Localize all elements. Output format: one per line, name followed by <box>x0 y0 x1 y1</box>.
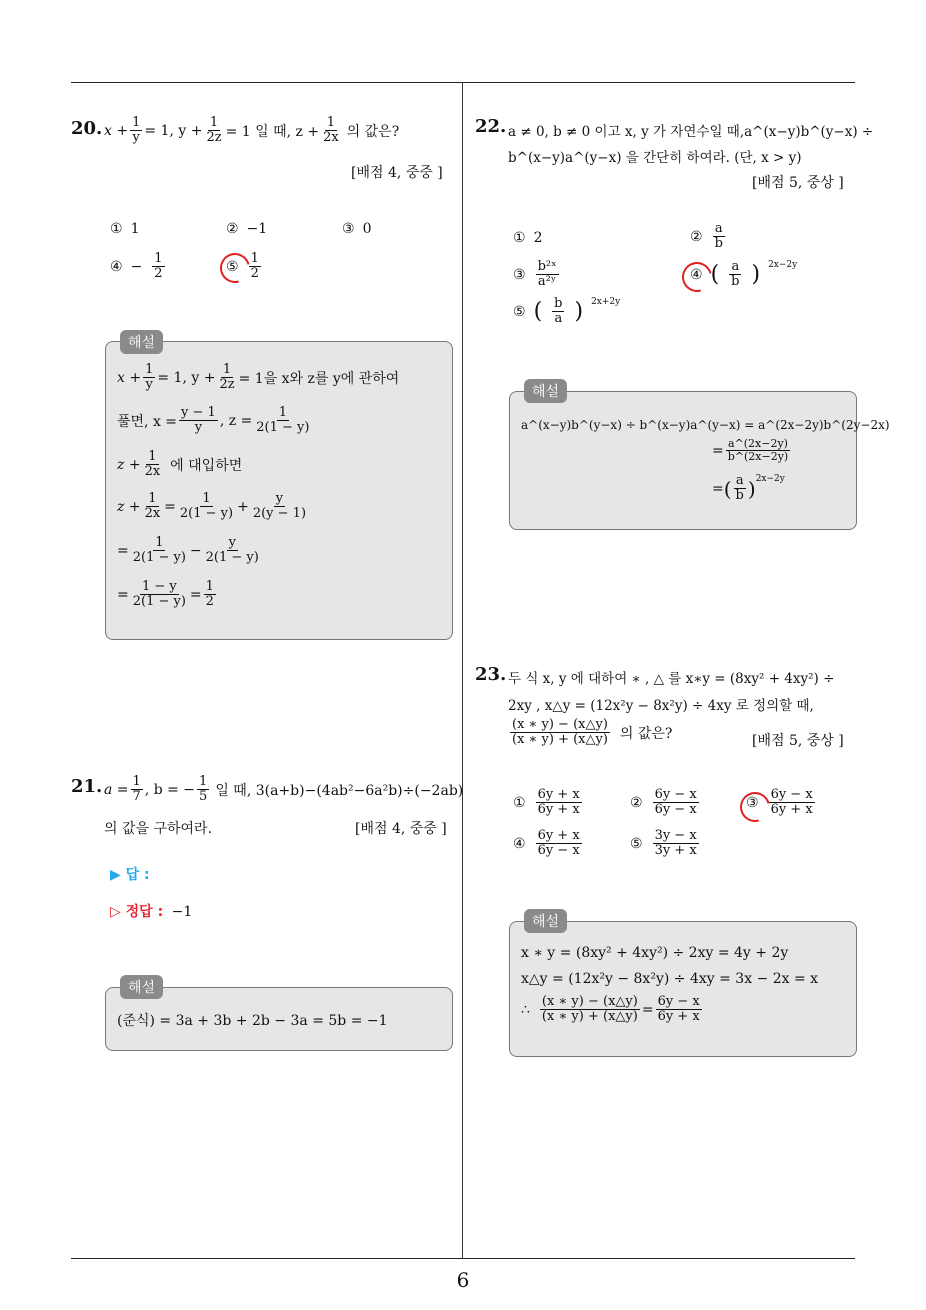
question-number-23: 23. <box>475 664 507 685</box>
q22-solution-tag: 해설 <box>524 379 567 403</box>
q23-meta: [배점 5, 중상 ] <box>752 733 844 749</box>
q23-solution-box <box>509 921 857 1057</box>
q20-frac-3: $\frac{1}{2x}$ <box>323 115 339 146</box>
q23-option-4[interactable]: ④ $\frac{6y + x}{6y - x}$ <box>513 828 580 859</box>
q22-option-1[interactable]: ① 2 <box>513 230 543 246</box>
q20-sol-line-5: = $\frac{1}{2(1 - y)}$ − $\frac{y}{2(1 - y)}$ <box>117 535 259 566</box>
q23-sol-line-1: x ∗ y = (8xy² + 4xy²) ÷ 2xy = 4y + 2y <box>521 945 789 961</box>
q22-option-2[interactable]: ② $\frac{a}{b}$ <box>690 221 723 252</box>
page-number: 6 <box>456 1268 470 1292</box>
q21-stem-2: 의 값을 구하여라. <box>104 821 213 837</box>
q22-solution-box <box>509 391 857 530</box>
q21-stem: a = $\frac{1}{7}$ , b = − $\frac{1}{5}$ 일 때, 3(a+b)−(4ab²−6a²b)÷(−2ab) <box>104 774 464 805</box>
q20-stem-part: = 1 일 때, z + <box>225 123 320 140</box>
column-divider <box>462 83 463 1259</box>
q20-solution-tag: 해설 <box>120 330 163 354</box>
top-rule <box>71 82 855 83</box>
q20-frac-1: $\frac{1}{y}$ <box>132 115 141 146</box>
q21-correct-value: −1 <box>171 904 193 920</box>
q21-sol-line: (준식) = 3a + 3b + 2b − 3a = 5b = −1 <box>117 1013 388 1029</box>
q20-option-1[interactable]: ① 1 <box>110 221 140 237</box>
q23-solution-tag: 해설 <box>524 909 567 933</box>
q22-option-3[interactable]: ③ $\frac{\text{b²ˣ}}{\text{a²ʸ}}$ <box>513 259 557 290</box>
q23-sol-line-2: x△y = (12x²y − 8x²y) ÷ 4xy = 3x − 2x = x <box>521 971 819 987</box>
q22-stem-1: a ≠ 0, b ≠ 0 이고 x, y 가 자연수일 때,a^(x−y)b^(y−x) ÷ <box>508 124 874 140</box>
q23-option-1[interactable]: ① $\frac{6y + x}{6y + x}$ <box>513 787 580 818</box>
q20-meta: [배점 4, 중중 ] <box>351 165 443 181</box>
q20-option-5[interactable]: ⑤ $\frac{1}{2}$ <box>226 251 259 282</box>
q22-option-4[interactable]: ④ ( $\frac{a}{b}$ ) $^{2x-2y}$ <box>690 259 798 290</box>
q23-stem-1: 두 식 x, y 에 대하여 ∗ , △ 를 x∗y = (8xy² + 4xy²) ÷ <box>508 671 835 687</box>
q22-meta: [배점 5, 중상 ] <box>752 175 844 191</box>
q20-stem-part: x + <box>104 122 129 139</box>
q23-sol-line-3: ∴ $\frac{(x ∗ y) - (x\triangle y)}{(x ∗ y) + (x\triangle y)}$ = $\frac{6y - x}{6y + x}$ <box>521 994 700 1025</box>
question-number-22: 22. <box>475 116 507 137</box>
bottom-rule <box>71 1258 855 1259</box>
q20-sol-line-4: z + $\frac{1}{2x}$ = $\frac{1}{2(1 - y)}$ + $\frac{y}{2(y - 1)}$ <box>117 491 307 522</box>
q22-option-5[interactable]: ⑤ ( $\frac{b}{a}$ ) $^{2x+2y}$ <box>513 296 621 327</box>
q20-sol-line-2: 풀면, x = $\frac{y - 1}{y}$ , z = $\frac{1}{2(1 - y)}$ <box>117 405 310 436</box>
question-number-21: 21. <box>71 776 103 797</box>
q21-meta: [배점 4, 중중 ] <box>355 821 447 837</box>
q22-sol-line-2: = $\frac{a\^{}(2x-2y)}{b\^{}(2x-2y)}$ <box>712 437 789 464</box>
q20-stem-part: 의 값은? <box>346 123 400 140</box>
q20-frac-2: $\frac{1}{2z}$ <box>206 115 222 146</box>
q21-correct-label: ▷ 정답 : <box>110 904 164 920</box>
q23-option-3[interactable]: ③ $\frac{6y - x}{6y + x}$ <box>746 787 813 818</box>
q20-sol-line-6: = $\frac{1 - y}{2(1 - y)}$ = $\frac{1}{2}$ <box>117 579 214 610</box>
q21-answer-label: ▶ 답 : <box>110 867 150 883</box>
q20-sol-line-1: x + $\frac{1}{y}$ = 1, y + $\frac{1}{2z}$ = 1을 x와 z를 y에 관하여 <box>117 362 400 393</box>
q21-correct <box>110 901 192 921</box>
q22-sol-line-3: = ( $\frac{a}{b}$ ) $^{2x-2y}$ <box>712 473 785 504</box>
q23-stem-3: $\frac{(x ∗ y) - (x\triangle y)}{(x ∗ y) + (x\triangle y)}$ 의 값은? <box>512 717 673 748</box>
q20-option-3[interactable]: ③ 0 <box>342 221 372 237</box>
q20-sol-line-3: z + $\frac{1}{2x}$ 에 대입하면 <box>117 449 243 480</box>
q23-option-2[interactable]: ② $\frac{6y - x}{6y - x}$ <box>630 787 697 818</box>
q23-stem-2: 2xy , x△y = (12x²y − 8x²y) ÷ 4xy 로 정의할 때, <box>508 698 814 714</box>
question-number-20: 20. <box>71 118 103 139</box>
q21-solution-tag: 해설 <box>120 975 163 999</box>
q20-option-4[interactable]: ④ − $\frac{1}{2}$ <box>110 251 163 282</box>
q22-sol-line-1: a^(x−y)b^(y−x) ÷ b^(x−y)a^(y−x) = a^(2x−2y)b^(2y−2x) <box>521 418 890 432</box>
q20-option-2[interactable]: ② −1 <box>226 221 268 237</box>
q22-stem-2: b^(x−y)a^(y−x) 을 간단히 하여라. (단, x > y) <box>508 150 802 166</box>
q20-stem-part: = 1, y + <box>144 122 203 139</box>
q23-option-5[interactable]: ⑤ $\frac{3y - x}{3y + x}$ <box>630 828 697 859</box>
q20-stem <box>104 116 399 146</box>
